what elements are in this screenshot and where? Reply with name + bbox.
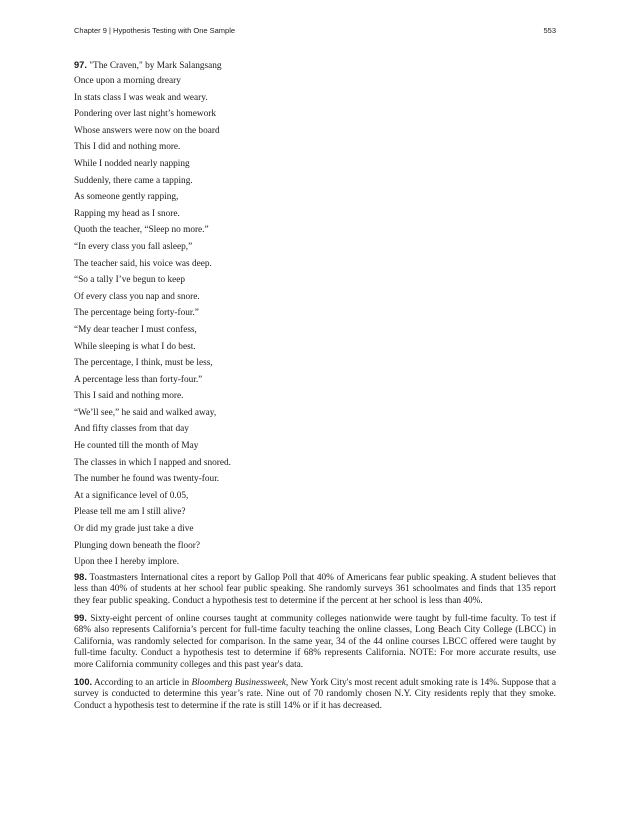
poem-line: The percentage being forty-four.” xyxy=(74,308,199,319)
problem-99 xyxy=(74,613,556,672)
poem-line: A percentage less than forty-four.” xyxy=(74,374,203,385)
poem-line: Plunging down beneath the floor? xyxy=(74,540,200,551)
poem-line: “In every class you fall asleep,” xyxy=(74,241,193,252)
poem-line: “We’ll see,” he said and walked away, xyxy=(74,407,217,418)
problem-text: Sixty-eight percent of online courses taught at community colleges nationwide were taught by full-time faculty. To test if 68% also represents California’s percent for full-time faculty teaching the online classes, Long Beach City College (LBCC) in California, was randomly selected for comparison. In the same year, 34 of the 44 online courses LBCC offered were taught by full-time faculty. Conduct a hypothesis test to determine if 68% represents California. NOTE: For more accurate results, use more California community colleges and this past year's data. xyxy=(74,613,556,670)
poem-line: This I did and nothing more. xyxy=(74,142,181,153)
poem-line: Once upon a morning dreary xyxy=(74,76,181,86)
problem-number: 98. xyxy=(74,571,87,582)
poem-line: The number he found was twenty-four. xyxy=(74,474,220,485)
poem-line: While I nodded nearly napping xyxy=(74,158,190,169)
poem-line: This I said and nothing more. xyxy=(74,391,184,402)
poem-line: And fifty classes from that day xyxy=(74,424,189,435)
poem-line: The classes in which I napped and snored. xyxy=(74,457,231,468)
chapter-title: Chapter 9 | Hypothesis Testing with One Sample xyxy=(74,26,236,35)
poem-line: “So a tally I’ve begun to keep xyxy=(74,275,186,286)
problem-text-after: , New York City's most recent adult smoking rate is 14%. Suppose that a survey is conducted to determine this year’s rate. Nine out of 70 randomly chosen N.Y. City residents reply that they smoke. Conduct a hypothesis test to determine if the rate is still 14% or if it has decreased. xyxy=(74,677,556,711)
poem-line: Pondering over last night’s homework xyxy=(74,109,217,120)
poem-line: Quoth the teacher, “Sleep no more.” xyxy=(74,225,209,236)
source-title: Bloomberg Businessweek xyxy=(191,677,286,688)
problem-number: 99. xyxy=(74,612,87,623)
page-content xyxy=(74,58,556,717)
poem-line: The percentage, I think, must be less, xyxy=(74,358,213,369)
problem-text-before: According to an article in xyxy=(93,677,192,688)
poem-line: Of every class you nap and snore. xyxy=(74,291,200,302)
problem-98 xyxy=(74,572,556,608)
poem-line: While sleeping is what I do best. xyxy=(74,341,196,352)
problem-100 xyxy=(74,677,556,713)
problem-number: 97. xyxy=(74,60,87,70)
poem-line: Whose answers were now on the board xyxy=(74,125,220,136)
page-number: 553 xyxy=(543,26,556,35)
poem-line: Suddenly, there came a tapping. xyxy=(74,175,193,186)
poem-line: Please tell me am I still alive? xyxy=(74,507,186,518)
poem-line: The teacher said, his voice was deep. xyxy=(74,258,212,269)
poem-line: As someone gently rapping, xyxy=(74,192,179,203)
poem-line: Upon thee I hereby implore. xyxy=(74,557,180,568)
problem-text: Toastmasters International cites a report by Gallop Poll that 40% of Americans fear public speaking. A student believes that less than 40% of students at her school fear public speaking. She randomly surveys 361 schoolmates and finds that 135 report they fear public speaking. Conduct a hypothesis test to determine if the percent at her school is less than 40%. xyxy=(74,572,557,606)
poem-line: Rapping my head as I snore. xyxy=(74,208,180,219)
poem-heading xyxy=(74,58,556,73)
poem-line: “My dear teacher I must confess, xyxy=(74,324,197,335)
poem-line: Or did my grade just take a dive xyxy=(74,524,194,535)
poem-line: He counted till the month of May xyxy=(74,441,199,452)
problem-number: 100. xyxy=(74,676,93,687)
running-head xyxy=(74,26,556,35)
poem-line: At a significance level of 0.05, xyxy=(74,490,189,501)
poem xyxy=(74,73,556,571)
poem-line: In stats class I was weak and weary. xyxy=(74,92,208,103)
poem-title: "The Craven," by Mark Salangsang xyxy=(89,61,222,71)
